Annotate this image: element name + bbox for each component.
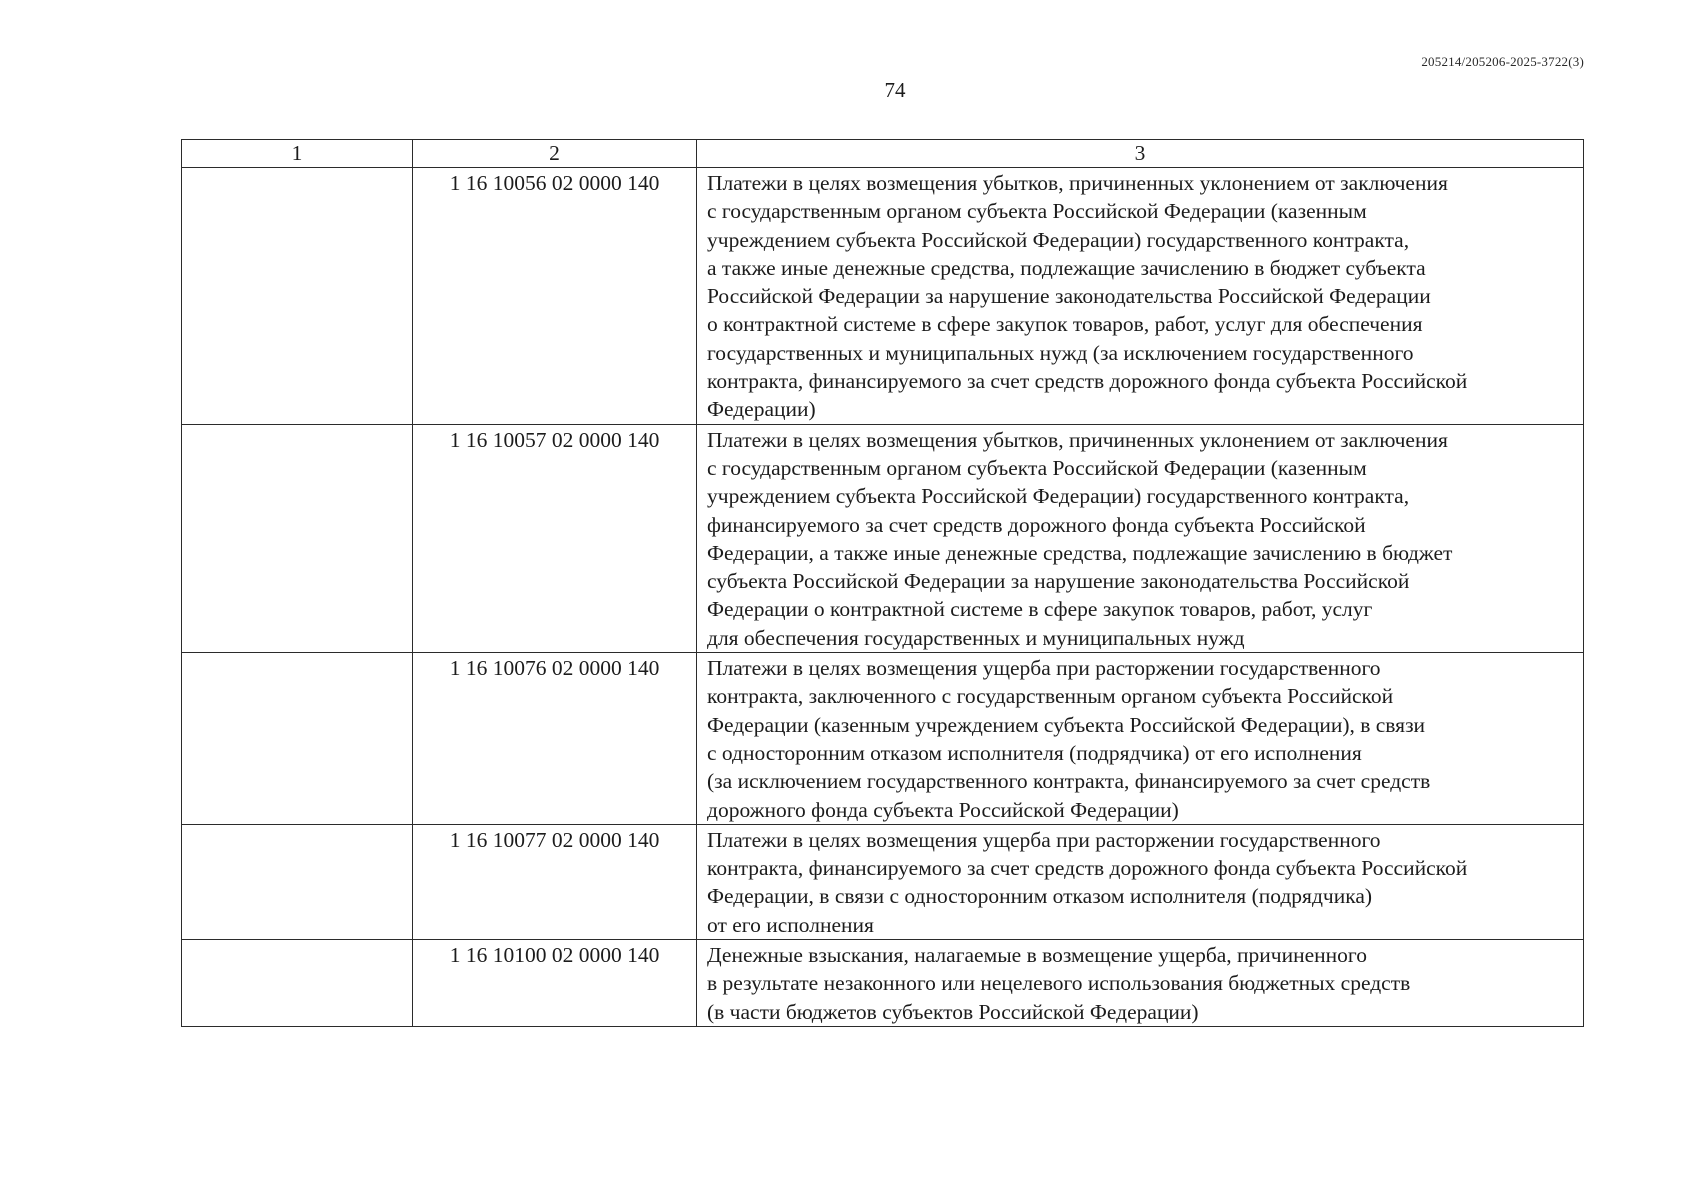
cell-col1 xyxy=(182,424,413,652)
table-row xyxy=(182,424,1584,652)
description-line: в результате незаконного или нецелевого использования бюджетных средств xyxy=(707,971,1411,996)
cell-description xyxy=(697,653,1584,825)
cell-col1 xyxy=(182,168,413,425)
description-line: контракта, заключенного с государственным органом субъекта Российской xyxy=(707,684,1394,709)
description-line: для обеспечения государственных и муниципальных нужд xyxy=(707,625,1245,650)
cell-col1 xyxy=(182,653,413,825)
description-line: дорожного фонда субъекта Российской Федерации) xyxy=(707,797,1179,822)
cell-budget-code: 1 16 10076 02 0000 140 xyxy=(413,653,697,825)
description-line: с государственным органом субъекта Российской Федерации (казенным xyxy=(707,455,1367,480)
description-line: Платежи в целях возмещения убытков, причиненных уклонением от заключения xyxy=(707,171,1448,195)
description-line: о контрактной системе в сфере закупок товаров, работ, услуг для обеспечения xyxy=(707,312,1423,337)
cell-description xyxy=(697,168,1584,425)
cell-budget-code: 1 16 10057 02 0000 140 xyxy=(413,424,697,652)
description-line: Федерации (казенным учреждением субъекта Российской Федерации), в связи xyxy=(707,712,1426,737)
table-header-row xyxy=(182,140,1584,168)
column-header-1: 1 xyxy=(182,140,413,168)
cell-col1 xyxy=(182,824,413,939)
description-line: субъекта Российской Федерации за нарушение законодательства Российской xyxy=(707,569,1410,594)
description-line: контракта, финансируемого за счет средств дорожного фонда субъекта Российской xyxy=(707,369,1468,394)
description-line: финансируемого за счет средств дорожного фонда субъекта Российской xyxy=(707,512,1366,537)
table-row xyxy=(182,940,1584,1027)
description-line: Федерации) xyxy=(707,397,816,422)
table-row xyxy=(182,168,1584,425)
description-line: Федерации о контрактной системе в сфере закупок товаров, работ, услуг xyxy=(707,597,1373,622)
description-line: а также иные денежные средства, подлежащие зачислению в бюджет субъекта xyxy=(707,255,1426,280)
description-line: Платежи в целях возмещения убытков, причиненных уклонением от заключения xyxy=(707,427,1448,452)
column-header-2: 2 xyxy=(413,140,697,168)
table-row xyxy=(182,824,1584,939)
description-line: Российской Федерации за нарушение законодательства Российской Федерации xyxy=(707,284,1431,309)
document-identifier: 205214/205206-2025-3722(3) xyxy=(1421,54,1584,69)
column-header-3: 3 xyxy=(697,140,1584,168)
cell-budget-code: 1 16 10100 02 0000 140 xyxy=(413,940,697,1027)
page-number: 74 xyxy=(884,78,906,102)
cell-budget-code: 1 16 10077 02 0000 140 xyxy=(413,824,697,939)
cell-description xyxy=(697,940,1584,1027)
description-line: Платежи в целях возмещения ущерба при расторжении государственного xyxy=(707,827,1381,852)
description-line: с государственным органом субъекта Российской Федерации (казенным xyxy=(707,199,1367,224)
description-line: Платежи в целях возмещения ущерба при расторжении государственного xyxy=(707,656,1381,681)
description-line: Денежные взыскания, налагаемые в возмещение ущерба, причиненного xyxy=(707,943,1367,968)
description-line: контракта, финансируемого за счет средств дорожного фонда субъекта Российской xyxy=(707,856,1468,881)
cell-description xyxy=(697,424,1584,652)
table-body xyxy=(182,168,1584,1027)
description-line: Федерации, в связи с односторонним отказом исполнителя (подрядчика) xyxy=(707,884,1373,909)
description-line: учреждением субъекта Российской Федерации) государственного контракта, xyxy=(707,484,1410,509)
description-line: (за исключением государственного контракта, финансируемого за счет средств xyxy=(707,769,1431,794)
description-line: Федерации, а также иные денежные средства, подлежащие зачислению в бюджет xyxy=(707,540,1453,565)
description-line: с односторонним отказом исполнителя (подрядчика) от его исполнения xyxy=(707,740,1362,765)
description-line: от его исполнения xyxy=(707,912,874,937)
budget-codes-table xyxy=(181,139,1584,1027)
cell-col1 xyxy=(182,940,413,1027)
cell-budget-code: 1 16 10056 02 0000 140 xyxy=(413,168,697,425)
description-line: государственных и муниципальных нужд (за исключением государственного xyxy=(707,340,1414,365)
description-line: учреждением субъекта Российской Федерации) государственного контракта, xyxy=(707,227,1410,252)
cell-description xyxy=(697,824,1584,939)
description-line: (в части бюджетов субъектов Российской Федерации) xyxy=(707,999,1199,1024)
table-row xyxy=(182,653,1584,825)
